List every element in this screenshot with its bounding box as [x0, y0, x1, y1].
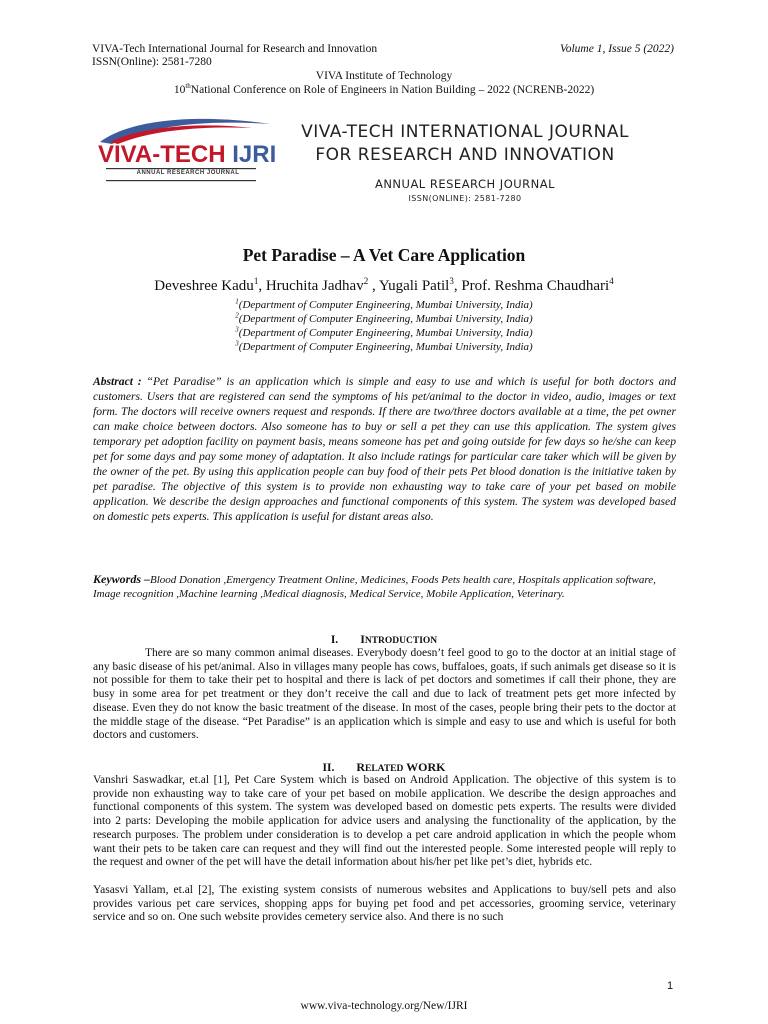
author-name: Deveshree Kadu	[154, 278, 254, 294]
logo-wordmark	[98, 140, 277, 170]
conference-number: 10	[173, 84, 186, 96]
affiliation	[0, 327, 768, 339]
affiliation-sup: 3	[235, 339, 239, 348]
related-work-paragraph-1: Vanshri Saswadkar, et.al [1], Pet Care System which is based on Android Application. The objective of this system is to provide non exhausting way to take care of your pet based on mobile application. We describe the design approaches and functional components of this system. The system was developed based on domestic pets experts. The results were divided into 2 parts: Developing the mobile application for advice users and analysing the functionality of the application, by the research purposes. The problem under consideration is to develop a pet care android application in which the people whom want their pets to be taken care can request and they will find out the interested people. Some interested people will reply to the request and owner of the pet will have the detail information about his/her pet like pet’s diet, hybrids etc.	[93, 774, 676, 869]
author-list: Deveshree Kadu$^1$, Hruchita Jadhav$^2$ , Yugali Patil$^3$, Prof. Reshma Chaudhari$^4$	[154, 276, 614, 294]
institute-name: VIVA Institute of Technology	[315, 70, 453, 82]
author-sup: 2	[363, 276, 369, 286]
journal-name-header	[92, 43, 377, 69]
related-work-paragraph-2: Yasasvi Yallam, et.al [2], The existing system consists of numerous websites and Applications to buy/sell pets and also provides various pet care services, shopping apps for buying pet food and pet accessories, grooming service, veterinary service and so on. One such website provides cemetery service also. And there is no such	[93, 884, 676, 924]
volume-issue: Volume 1, Issue 5 (2022)	[559, 43, 674, 55]
author-name: Hruchita Jadhav	[265, 278, 364, 294]
affiliation-text: (Department of Computer Engineering, Mumbai University, India)	[238, 327, 533, 339]
logo-text-blue: IJRI	[225, 141, 277, 168]
introduction-paragraph: There are so many common animal diseases. Everybody doesn’t feel good to go to the doctor at an initial stage of any basic disease of his pet/animal. Also in villages many people has cows, buffaloes, goats, if such animals get disease so it is not possible for them to take their pet to hospital and there is lack of pet doctors and sometimes if call their phone, they are busy in some area for pet treatment or they don’t receive the call and due to lack of treatment pets get more infected by disease. Even they do not know the basic treatment of the disease. In most of the cases, people bring their pets to the doctor at the middle stage of the disease. “Pet Paradise” is an application which is simple and easy to use and which is useful for both doctors and customers.	[93, 647, 676, 742]
keywords-label: Keywords –	[93, 572, 150, 586]
conference-ordinal: th	[185, 82, 191, 91]
section-number: I.	[330, 634, 339, 646]
footer-url: www.viva-technology.org/New/IJRI	[300, 1000, 468, 1012]
page-number: 1	[667, 980, 674, 992]
author-sup: 4	[609, 276, 614, 286]
affiliation-text: (Department of Computer Engineering, Mumbai University, India)	[238, 313, 533, 325]
journal-title-line2: FOR RESEARCH AND INNOVATION	[315, 145, 615, 165]
affiliation	[0, 313, 768, 325]
logo-text-red: VIVA-TECH	[98, 141, 226, 168]
author-name: Prof. Reshma Chaudhari	[461, 278, 610, 294]
section-title-rest2: WORK	[403, 760, 446, 774]
abstract	[93, 374, 676, 524]
affiliation-text: (Department of Computer Engineering, Mumbai University, India)	[238, 341, 533, 353]
keywords	[93, 573, 676, 601]
author-name: Yugali Patil	[378, 278, 450, 294]
conference-line	[0, 84, 768, 97]
issn-line: ISSN(Online): 2581-7280	[92, 56, 212, 68]
affiliation-sup: 2	[235, 311, 239, 320]
affiliation	[0, 341, 768, 353]
conference-title: National Conference on Role of Engineers in Nation Building – 2022 (NCRENB-2022)	[190, 84, 595, 96]
section-title-rest: ELATED	[365, 764, 404, 774]
journal-subtitle: ANNUAL RESEARCH JOURNAL	[374, 177, 556, 191]
affiliation-sup: 1	[235, 297, 239, 306]
affiliation-text: (Department of Computer Engineering, Mumbai University, India)	[238, 299, 533, 311]
keywords-text: Blood Donation ,Emergency Treatment Online, Medicines, Foods Pets health care, Hospitals application software, Image recognition ,Machine learning ,Medical diagnosis, Medical Service, Mobile Application, Veterinary.	[93, 574, 656, 600]
section-initial: R	[356, 760, 365, 774]
abstract-text: “Pet Paradise” is an application which is simple and easy to use and which is useful for both doctors and customers. Users that are registered can send the symptoms of his pet/animal to the doctor in video, audio, images or text form. The doctors will receive owners request and responds. If there are two/three doctors available at a time, the pet owner can make choice between doctors. Also someone has to buy or sell a pet they can use this application. The system gives temporary pet adoption facility on payment basis, means someone has pet and going outside for few days so he/she can keep pet for some days and pay some money of adaptation. It also include ratings for particular care taker which will be given by the owner of the pet. By using this application people can buy food of their pets Pet blood donation is the initiative taken by pet paradise. The objective of this system is to provide non exhausting way to take care of your pet based on mobile application. We describe the design approaches and functional components of this system. The system was developed based on domestic pets experts. This application is useful for distant areas also.	[93, 375, 676, 523]
abstract-label: Abstract :	[93, 375, 142, 388]
journal-title-line1: VIVA-TECH INTERNATIONAL JOURNAL	[301, 122, 629, 142]
section-title-rest: NTRODUCTION	[364, 636, 438, 646]
section-number: II.	[322, 762, 335, 774]
logo-subtitle: ANNUAL RESEARCH JOURNAL	[136, 170, 240, 176]
section-initial: I	[360, 632, 365, 646]
affiliation	[0, 299, 768, 311]
section-heading-introduction	[0, 632, 768, 647]
journal-issn: ISSN(ONLINE): 2581-7280	[408, 194, 522, 203]
author-sup: 3	[449, 276, 454, 286]
paper-title: Pet Paradise – A Vet Care Application	[242, 245, 526, 265]
affiliation-sup: 3	[235, 325, 239, 334]
section-heading-related-work	[0, 760, 768, 775]
journal-line: VIVA-Tech International Journal for Research and Innovation	[92, 43, 378, 55]
journal-title	[285, 121, 645, 167]
journal-logo	[92, 112, 278, 190]
author-sup: 1	[253, 276, 259, 286]
